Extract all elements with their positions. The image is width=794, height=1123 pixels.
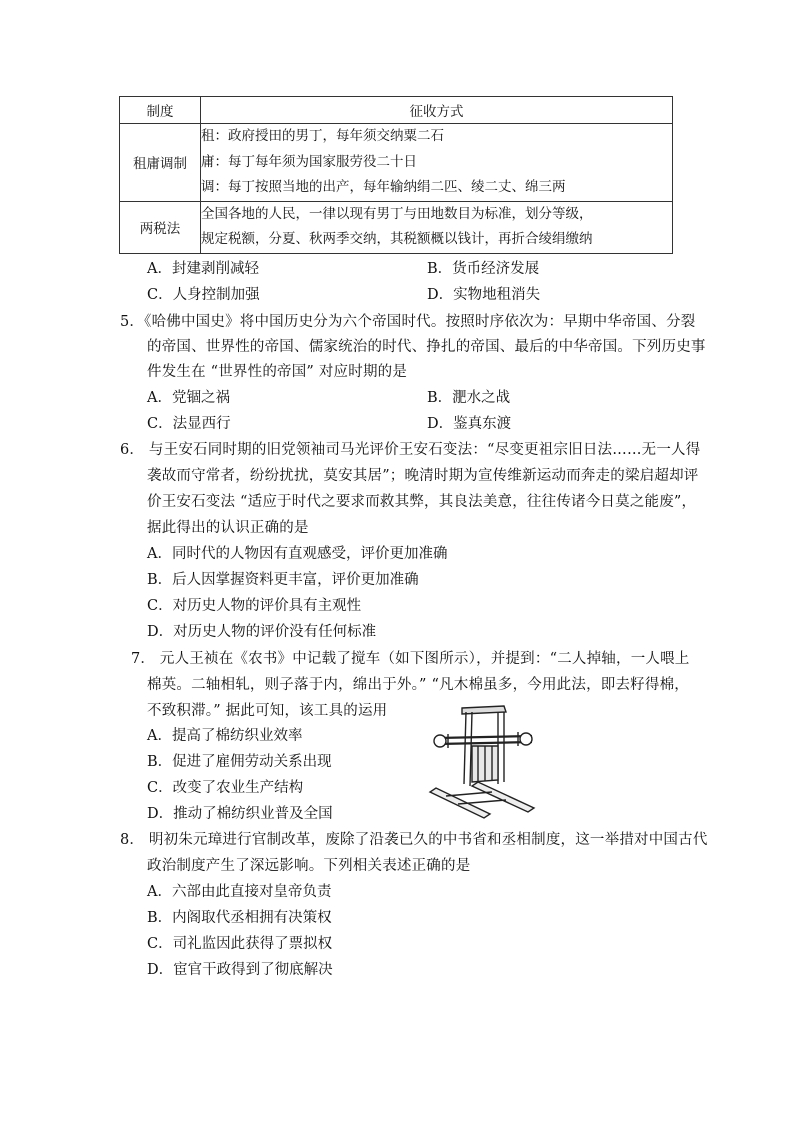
q7-stem-line: 棉英。二轴相轧，则子落于内，绵出于外。” “凡木棉虽多，今用此法，即去籽得棉， <box>147 677 689 693</box>
collection-method-cell <box>201 201 673 253</box>
table-header-cell: 征收方式 <box>201 97 673 124</box>
q5-stem-line: 件发生在 “世界性的帝国” 对应时期的是 <box>147 364 408 380</box>
q8-stem-line: 政治制度产生了深远影响。下列相关表述正确的是 <box>147 858 471 874</box>
q5-stem-line: 的帝国、世界性的帝国、儒家统治的时代、挣扎的帝国、最后的中华帝国。下列历史事 <box>147 339 706 355</box>
table-row <box>120 124 673 202</box>
q6-option-b[interactable]: B．后人因掌握资料更丰富，评价更加准确 <box>147 572 419 588</box>
cotton-gin-illustration <box>428 700 544 822</box>
method-line: 规定税额，分夏、秋两季交纳，其税额概以钱计，再折合绫绢缴纳 <box>201 231 593 247</box>
table-header-row <box>120 97 673 124</box>
q4-option-d[interactable]: D．实物地租消失 <box>427 287 541 303</box>
q7-option-d[interactable]: D．推动了棉纺织业普及全国 <box>147 806 333 822</box>
system-name-cell: 租庸调制 <box>120 124 201 202</box>
q7-stem-line: 不致积滞。” 据此可知，该工具的运用 <box>147 703 388 719</box>
q7-option-c[interactable]: C．改变了农业生产结构 <box>147 780 304 796</box>
q5-option-c[interactable]: C．法显西行 <box>147 416 231 432</box>
q7-option-a[interactable]: A．提高了棉纺织业效率 <box>147 728 303 744</box>
q6-stem-line: 6． 与王安石同时期的旧党领袖司马光评价王安石变法：“尽变更祖宗旧日法……无一人得 <box>120 442 701 458</box>
q6-option-d[interactable]: D．对历史人物的评价没有任何标准 <box>147 624 377 640</box>
q4-option-b[interactable]: B．货币经济发展 <box>427 261 540 277</box>
q5-option-d[interactable]: D．鉴真东渡 <box>427 416 512 432</box>
q5-option-a[interactable]: A．党锢之祸 <box>147 390 230 406</box>
system-name-cell: 两税法 <box>120 201 201 253</box>
q8-option-d[interactable]: D．宦官干政得到了彻底解决 <box>147 962 333 978</box>
q5-stem-line: 5．《哈佛中国史》将中国历史分为六个帝国时代。按照时序依次为：早期中华帝国、分裂 <box>120 314 696 330</box>
method-line: 调：每丁按照当地的出产，每年输纳绢二匹、绫二丈、绵三两 <box>201 179 566 195</box>
q8-option-b[interactable]: B．内阁取代丞相拥有决策权 <box>147 910 332 926</box>
q4-option-c[interactable]: C．人身控制加强 <box>147 287 260 303</box>
q4-option-a[interactable]: A．封建剥削减轻 <box>147 261 259 277</box>
method-line: 租：政府授田的男丁，每年须交纳粟二石 <box>201 128 444 144</box>
q7-stem-line: 7． 元人王祯在《农书》中记载了搅车（如下图所示），并提到：“二人掉轴，一人喂上 <box>131 651 690 667</box>
table-row <box>120 201 673 253</box>
table-header-cell: 制度 <box>120 97 201 124</box>
q6-stem-line: 据此得出的认识正确的是 <box>147 520 309 536</box>
method-line: 庸：每丁每年须为国家服劳役二十日 <box>201 153 417 170</box>
q6-stem-line: 袭故而守常者，纷纷扰扰，莫安其居”；晚清时期为宣传维新运动而奔走的梁启超却评 <box>147 468 699 484</box>
q6-option-a[interactable]: A．同时代的人物因有直观感受，评价更加准确 <box>147 546 448 562</box>
tax-system-table <box>119 96 673 254</box>
method-line: 全国各地的人民，一律以现有男丁与田地数目为标准，划分等级， <box>201 205 593 222</box>
q8-stem-line: 8． 明初朱元璋进行官制改革，废除了沿袭已久的中书省和丞相制度，这一举措对中国古代 <box>120 832 708 848</box>
q6-option-c[interactable]: C．对历史人物的评价具有主观性 <box>147 598 362 614</box>
q7-option-b[interactable]: B．促进了雇佣劳动关系出现 <box>147 754 332 770</box>
q5-option-b[interactable]: B．淝水之战 <box>427 390 511 406</box>
q8-option-c[interactable]: C．司礼监因此获得了票拟权 <box>147 936 333 952</box>
collection-method-cell <box>201 124 673 202</box>
q6-stem-line: 价王安石变法 “适应于时代之要求而救其弊，其良法美意，往往传诸今日莫之能废”， <box>147 494 697 510</box>
q8-option-a[interactable]: A．六部由此直接对皇帝负责 <box>147 884 332 900</box>
